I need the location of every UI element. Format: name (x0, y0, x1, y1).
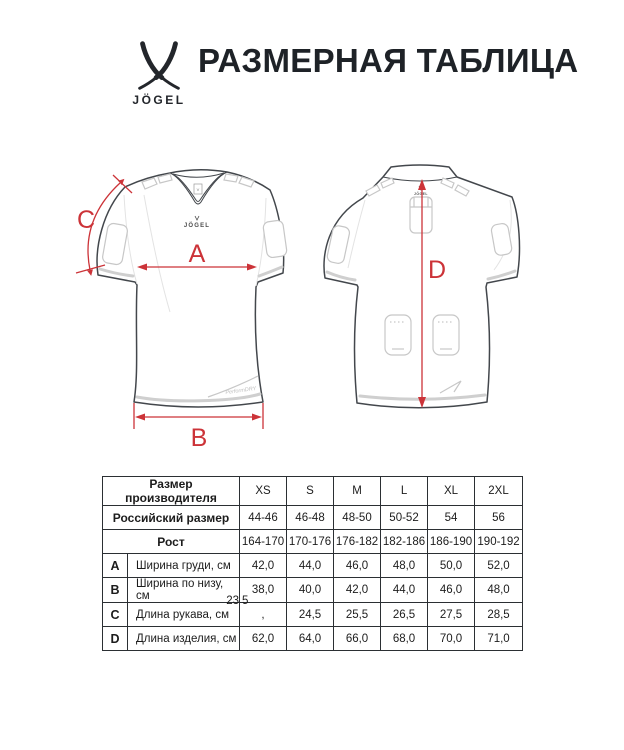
size-cell: 48-50 (334, 506, 381, 530)
dimension-b (134, 403, 263, 450)
size-table-grid (102, 476, 523, 651)
value-cell: 50,0 (428, 554, 475, 578)
size-cell: 170-176 (287, 530, 334, 554)
value-cell: 42,0 (240, 554, 287, 578)
size-cell: 2XL (475, 477, 523, 506)
measure-label: Длина изделия, см (128, 627, 240, 651)
dim-key: B (103, 578, 128, 603)
collar-tag-mark: V (196, 187, 200, 192)
front-view-diagram (58, 150, 303, 450)
row-label: Рост (103, 530, 240, 554)
value-cell: 71,0 (475, 627, 523, 651)
value-cell: 42,0 (334, 578, 381, 603)
table-header-row (103, 530, 523, 554)
size-cell: L (381, 477, 428, 506)
back-neck-label (410, 197, 432, 233)
value-cell: 64,0 (287, 627, 334, 651)
size-cell: 190-192 (475, 530, 523, 554)
value-cell: 70,0 (428, 627, 475, 651)
value-cell: 48,0 (475, 578, 523, 603)
dim-key: C (103, 603, 128, 627)
dim-d-label: D (427, 256, 447, 284)
row-label: Размер производителя (103, 477, 240, 506)
value-cell: 46,0 (428, 578, 475, 603)
jogel-logo (124, 40, 194, 107)
value-cell: 62,0 (240, 627, 287, 651)
size-cell: 46-48 (287, 506, 334, 530)
size-cell: 164-170 (240, 530, 287, 554)
size-cell: 54 (428, 506, 475, 530)
value-cell: , (240, 603, 287, 627)
value-cell: 44,0 (287, 554, 334, 578)
value-cell: 24,5 (287, 603, 334, 627)
row-label: Российский размер (103, 506, 240, 530)
dim-key: A (103, 554, 128, 578)
size-cell: 50-52 (381, 506, 428, 530)
glitched-value: 23 (226, 595, 239, 607)
size-cell: 176-182 (334, 530, 381, 554)
value-cell: 38,0 (240, 578, 287, 603)
glitched-value: 5 (242, 595, 249, 607)
performdry-label: PerformDRY (225, 385, 257, 397)
size-cell: XL (428, 477, 475, 506)
dim-b-label: B (190, 424, 208, 450)
table-header-row (103, 506, 523, 530)
chest-logo-text: JÖGEL (183, 223, 211, 229)
size-cell: 56 (475, 506, 523, 530)
size-table (102, 476, 522, 651)
value-cell: 66,0 (334, 627, 381, 651)
value-cell: 28,5 (475, 603, 523, 627)
size-cell: S (287, 477, 334, 506)
value-cell: 25,5 (334, 603, 381, 627)
dim-key: D (103, 627, 128, 651)
measure-label: Ширина по низу, см (128, 578, 240, 603)
value-cell: 52,0 (475, 554, 523, 578)
table-header-row (103, 477, 523, 506)
value-cell: 48,0 (381, 554, 428, 578)
back-logo-text: JÖGEL (414, 192, 428, 196)
dim-a-label: A (188, 240, 206, 268)
brand-wordmark: JÖGEL (132, 93, 186, 107)
measure-label: Ширина груди, см (128, 554, 240, 578)
value-cell: 26,5 (381, 603, 428, 627)
size-cell: XS (240, 477, 287, 506)
size-cell: M (334, 477, 381, 506)
page-title: РАЗМЕРНАЯ ТАБЛИЦА (198, 42, 579, 79)
measure-label: Длина рукава, см (128, 603, 240, 627)
value-cell: 46,0 (334, 554, 381, 578)
size-cell: 182-186 (381, 530, 428, 554)
table-measure-row (103, 603, 523, 627)
value-cell: 68,0 (381, 627, 428, 651)
jogel-logo-mark-icon (128, 40, 190, 92)
table-measure-row (103, 578, 523, 603)
size-cell: 44-46 (240, 506, 287, 530)
table-measure-row (103, 554, 523, 578)
value-cell: 40,0 (287, 578, 334, 603)
value-cell: 27,5 (428, 603, 475, 627)
back-view-diagram (308, 150, 528, 450)
front-right-sleeve-panel (263, 220, 288, 258)
value-cell: 44,0 (381, 578, 428, 603)
dim-c-label: C (76, 206, 96, 234)
table-measure-row (103, 627, 523, 651)
size-cell: 186-190 (428, 530, 475, 554)
